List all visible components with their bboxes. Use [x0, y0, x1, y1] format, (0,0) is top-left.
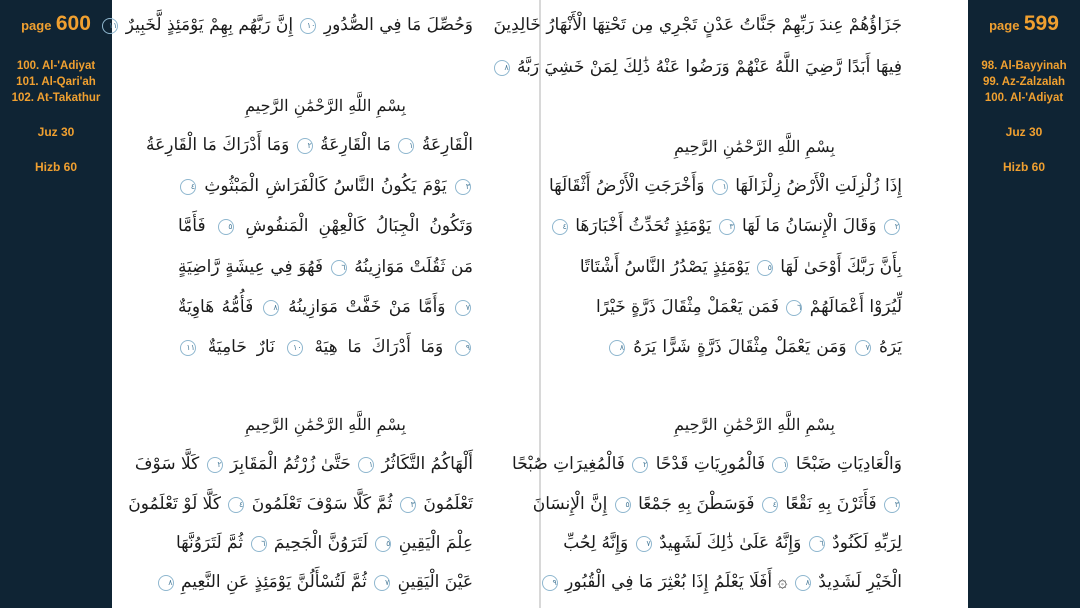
- ayah-line[interactable]: وَحُصِّلَ مَا فِي الصُّدُورِ ١٠ إِنَّ رَبَّهُم بِهِمْ يَوْمَئِذٍ لَّخَبِيرٌ ١١: [178, 10, 473, 40]
- ayah-number-marker: ٢: [207, 457, 223, 473]
- ayah-line[interactable]: ٣ فَأَثَرْنَ بِهِ نَقْعًا ٤ فَوَسَطْنَ بِهِ جَمْعًا ٥ إِنَّ الْإِنسَانَ: [532, 494, 899, 514]
- ayah-number-marker: ٤: [180, 179, 196, 195]
- ayah-number-marker: ١١: [180, 340, 196, 356]
- ayah-number-marker: ٥: [615, 497, 631, 513]
- surah-item[interactable]: 100. Al-'Adiyat: [984, 92, 1064, 104]
- ayah-line[interactable]: ٣ يَوْمَ يَكُونُ النَّاسُ كَالْفَرَاشِ الْمَبْثُوثِ ٤: [178, 171, 473, 201]
- ayah-number-marker: ٥: [757, 260, 773, 276]
- ayah-number-marker: ٦: [809, 536, 825, 552]
- left-page-info-panel: [0, 0, 112, 608]
- surah-item[interactable]: 99. Az-Zalzalah: [982, 76, 1066, 88]
- ayah-number-marker: ٣: [884, 497, 900, 513]
- ayah-line[interactable]: وَالْعَادِيَاتِ ضَبْحًا ١ فَالْمُورِيَاتِ قَدْحًا ٢ فَالْمُغِيرَاتِ صُبْحًا: [512, 454, 902, 474]
- ayah-number-marker: ١: [398, 138, 414, 154]
- page-number: 600: [55, 12, 91, 35]
- ayah-number-marker: ٨: [795, 575, 811, 591]
- ayah-number-marker: ٩: [455, 340, 471, 356]
- page-number-label: [0, 12, 112, 36]
- ayah-number-marker: ٦: [251, 536, 267, 552]
- quran-page-599[interactable]: [493, 0, 968, 608]
- ayah-number-marker: ١: [358, 457, 374, 473]
- surah-item[interactable]: 102. At-Takathur: [11, 92, 101, 104]
- ayah-line[interactable]: الْقَارِعَةُ ١ مَا الْقَارِعَةُ ٢ وَمَا أَدْرَاكَ مَا الْقَارِعَةُ: [145, 135, 473, 155]
- ayah-number-marker: ٧: [636, 536, 652, 552]
- ayah-number-marker: ٣: [719, 219, 735, 235]
- page-number-label: [968, 12, 1080, 36]
- juz-label[interactable]: Juz 30: [1005, 125, 1043, 139]
- surah-list: [968, 58, 1080, 106]
- ayah-number-marker: ٤: [762, 497, 778, 513]
- ayah-line[interactable]: أَلْهَاكُمُ التَّكَاثُرُ ١ حَتَّىٰ زُرْتُمُ الْمَقَابِرَ ٢ كَلَّا سَوْفَ: [134, 454, 473, 474]
- surah-item[interactable]: 100. Al-'Adiyat: [16, 60, 96, 72]
- ayah-number-marker: ٤: [552, 219, 568, 235]
- ayah-line[interactable]: عِلْمَ الْيَقِينِ ٥ لَتَرَوُنَّ الْجَحِيمَ ٦ ثُمَّ لَتَرَوُنَّهَا: [176, 533, 473, 553]
- ayah-number-marker: ١: [772, 457, 788, 473]
- ayah-number-marker: ٧: [855, 340, 871, 356]
- ayah-line[interactable]: ٧ وَأَمَّا مَنْ خَفَّتْ مَوَازِينُهُ ٨ فَأُمُّهُ هَاوِيَةٌ: [178, 297, 470, 317]
- quran-page-600[interactable]: [108, 0, 539, 608]
- ayah-line[interactable]: إِذَا زُلْزِلَتِ الْأَرْضُ زِلْزَالَهَا ١ وَأَخْرَجَتِ الْأَرْضُ أَثْقَالَهَا: [548, 176, 902, 196]
- ayah-line[interactable]: فِيهَا أَبَدًا رَّضِيَ اللَّهُ عَنْهُمْ وَرَضُوا عَنْهُ ذَٰلِكَ لِمَنْ خَشِيَ رَبَّهُ ٨: [607, 52, 902, 82]
- page-word: page: [21, 18, 52, 33]
- ayah-line[interactable]: بِأَنَّ رَبَّكَ أَوْحَىٰ لَهَا ٥ يَوْمَئِذٍ يَصْدُرُ النَّاسُ أَشْتَاتًا: [579, 257, 902, 277]
- ayah-number-marker: ١: [712, 179, 728, 195]
- basmala: بِسْمِ اللَّهِ الرَّحْمَٰنِ الرَّحِيمِ: [245, 96, 406, 115]
- ayah-number-marker: ٤: [228, 497, 244, 513]
- ayah-line[interactable]: لِّيُرَوْا أَعْمَالَهُمْ ٦ فَمَن يَعْمَلْ مِثْقَالَ ذَرَّةٍ خَيْرًا: [596, 297, 902, 317]
- hizb-label[interactable]: Hizb 60: [34, 160, 77, 174]
- ayah-number-marker: ١٠: [287, 340, 303, 356]
- ayah-number-marker: ٦: [786, 300, 802, 316]
- ayah-number-marker: ٢: [632, 457, 648, 473]
- ayah-number-marker: ٥: [218, 219, 234, 235]
- ayah-line[interactable]: مَن ثَقُلَتْ مَوَازِينُهُ ٦ فَهُوَ فِي عِيشَةٍ رَّاضِيَةٍ: [178, 257, 473, 277]
- right-page-info-panel: [968, 0, 1080, 608]
- ayah-number-marker: ٨: [494, 60, 510, 76]
- page-number: 599: [1023, 12, 1059, 35]
- ayah-number-marker: ٨: [263, 300, 279, 316]
- basmala: بِسْمِ اللَّهِ الرَّحْمَٰنِ الرَّحِيمِ: [245, 415, 406, 434]
- ayah-line[interactable]: لِرَبِّهِ لَكَنُودٌ ٦ وَإِنَّهُ عَلَىٰ ذَٰلِكَ لَشَهِيدٌ ٧ وَإِنَّهُ لِحُبِّ: [563, 533, 902, 553]
- ayah-number-marker: ٨: [609, 340, 625, 356]
- page-word: page: [989, 18, 1020, 33]
- ayah-number-marker: ٦: [331, 260, 347, 276]
- ayah-line[interactable]: ٢ وَقَالَ الْإِنسَانُ مَا لَهَا ٣ يَوْمَئِذٍ تُحَدِّثُ أَخْبَارَهَا ٤: [607, 211, 902, 241]
- ayah-number-marker: ١١: [102, 18, 118, 34]
- ayah-number-marker: ٢: [297, 138, 313, 154]
- ayah-number-marker: ٥: [375, 536, 391, 552]
- ayah-line[interactable]: عَيْنَ الْيَقِينِ ٧ ثُمَّ لَتُسْأَلُنَّ يَوْمَئِذٍ عَنِ النَّعِيمِ ٨: [178, 567, 473, 597]
- ayah-line[interactable]: تَعْلَمُونَ ٣ ثُمَّ كَلَّا سَوْفَ تَعْلَمُونَ ٤ كَلَّا لَوْ تَعْلَمُونَ: [128, 494, 473, 514]
- surah-item[interactable]: 101. Al-Qari'ah: [16, 76, 96, 88]
- surah-list: [0, 58, 112, 106]
- ayah-line[interactable]: ٩ وَمَا أَدْرَاكَ مَا هِيَهْ ١٠ نَارٌ حَامِيَةٌ ١١: [178, 332, 473, 362]
- ayah-number-marker: ٧: [374, 575, 390, 591]
- ayah-number-marker: ٣: [400, 497, 416, 513]
- ayah-number-marker: ٢: [884, 219, 900, 235]
- ayah-line[interactable]: يَرَهُ ٧ وَمَن يَعْمَلْ مِثْقَالَ ذَرَّةٍ شَرًّا يَرَهُ ٨: [607, 332, 902, 362]
- ayah-line[interactable]: جَزَاؤُهُمْ عِندَ رَبِّهِمْ جَنَّاتُ عَدْنٍ تَجْرِي مِن تَحْتِهَا الْأَنْهَارُ خَالِدِينَ: [493, 15, 902, 35]
- surah-item[interactable]: 98. Al-Bayyinah: [981, 60, 1067, 72]
- basmala: بِسْمِ اللَّهِ الرَّحْمَٰنِ الرَّحِيمِ: [674, 415, 835, 434]
- ayah-number-marker: ٨: [158, 575, 174, 591]
- basmala: بِسْمِ اللَّهِ الرَّحْمَٰنِ الرَّحِيمِ: [674, 137, 835, 156]
- ayah-line[interactable]: الْخَيْرِ لَشَدِيدٌ ٨ ۞ أَفَلَا يَعْلَمُ إِذَا بُعْثِرَ مَا فِي الْقُبُورِ ٩: [607, 567, 902, 597]
- ayah-number-marker: ١٠: [300, 18, 316, 34]
- ayah-number-marker: ٩: [542, 575, 558, 591]
- juz-label[interactable]: Juz 30: [37, 125, 75, 139]
- ayah-number-marker: ٣: [455, 179, 471, 195]
- hizb-label[interactable]: Hizb 60: [1002, 160, 1045, 174]
- ayah-line[interactable]: وَتَكُونُ الْجِبَالُ كَالْعِهْنِ الْمَنفُوشِ ٥ فَأَمَّا: [178, 216, 473, 236]
- ayah-number-marker: ٧: [455, 300, 471, 316]
